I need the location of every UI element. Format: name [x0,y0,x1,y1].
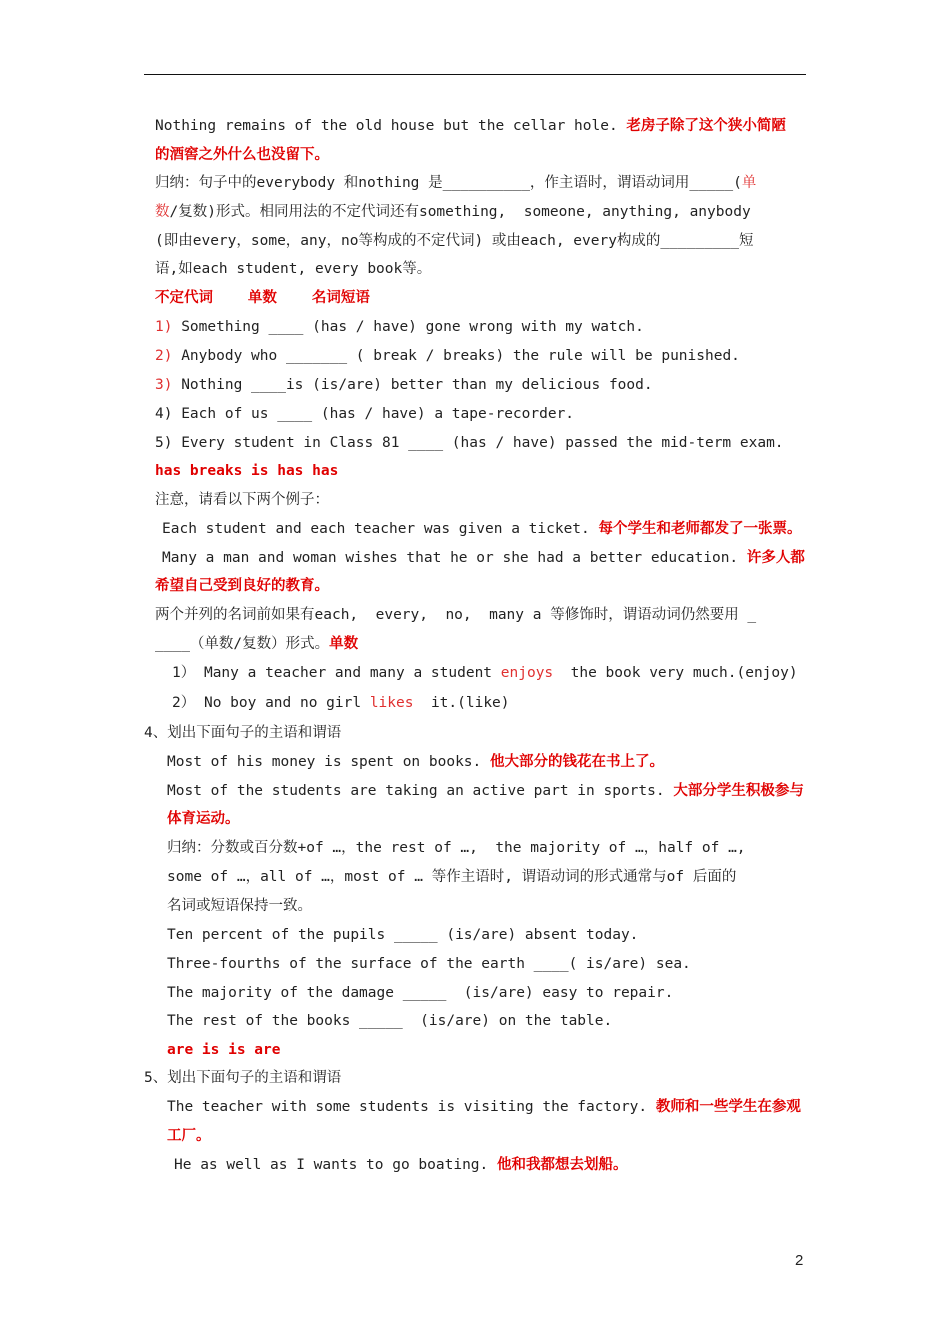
translation-text: 每个学生和老师都发了一张票。 [598,521,802,537]
line-text: 1） Many a teacher and many a student [172,665,501,681]
text-line [167,925,638,945]
text-line [162,548,805,568]
line-text: /复数)形式。相同用法的不定代词还有something, someone, anything, anybody [169,204,751,220]
line-text: Each student and each teacher was given a ticket. [162,521,599,537]
text-line [155,605,756,625]
text-line [167,1097,801,1117]
translation-text: 不定代词 单数 名词短语 [155,290,370,306]
text-line [167,1011,612,1031]
answer-text: enjoys [500,665,554,681]
line-text: it.(like) [413,695,510,711]
text-line [167,809,240,829]
text-line [174,1155,628,1175]
answer-text: 数 [155,204,170,220]
text-line [155,461,338,481]
translation-text: 老房子除了这个狭小简陋 [626,118,786,134]
text-line [155,576,329,596]
header-rule [144,74,806,75]
page-number: 2 [795,1252,804,1269]
translation-text: 许多人都 [746,550,805,566]
text-line [155,634,358,654]
text-line [167,896,312,916]
line-text: The majority of the damage _____ (is/are) easy to repair. [167,985,674,1001]
translation-text: 他大部分的钱花在书上了。 [490,754,665,770]
line-text: Most of his money is spent on books. [167,754,491,770]
answer-text: 单 [741,175,757,191]
line-text: 4、划出下面句子的主语和谓语 [144,725,342,741]
line-text: Something ____ (has / have) gone wrong with my watch. [172,319,644,335]
text-line [155,288,370,308]
translation-text: are is is are [167,1042,281,1058]
translation-text: has breaks is has has [155,463,339,479]
text-line [167,781,804,801]
translation-text: 的酒窖之外什么也没留下。 [155,147,329,163]
text-line [155,202,751,222]
text-line [155,259,431,279]
line-text: (即由every，some，any，no等构成的不定代词) 或由each, every构成的_________短 [155,233,754,249]
text-line [155,490,329,510]
text-line [167,752,664,772]
text-line [155,375,653,395]
line-text: 4) Each of us ____ (has / have) a tape-recorder. [155,406,575,422]
line-text: 语,如each student, every book等。 [155,261,432,277]
line-text: 两个并列的名词前如果有each, every, no, many a 等修饰时，谓语动词仍然要用 _ [155,607,757,623]
line-text: Nothing ____is (is/are) better than my delicious food. [172,377,653,393]
text-line [144,723,341,743]
line-text: some of …，all of …，most of … 等作主语时, 谓语动词的形式通常与of 后面的 [167,869,737,885]
line-text: 5、划出下面句子的主语和谓语 [144,1070,342,1086]
answer-text: 3) [155,377,173,393]
line-text: the book very much.(enjoy) [553,665,798,681]
text-line [155,145,329,165]
line-text: 2） No boy and no girl [172,695,370,711]
text-line [155,231,754,251]
line-text: 名词或短语保持一致。 [167,898,312,914]
text-line [167,867,736,887]
text-line [155,346,740,366]
line-text: Anybody who _______ ( break / breaks) the rule will be punished. [172,348,740,364]
line-text: Many a man and woman wishes that he or she had a better education. [162,550,747,566]
line-text: 5) Every student in Class 81 ____ (has / have) passed the mid-term exam. [155,435,784,451]
translation-text: 希望自己受到良好的教育。 [155,578,329,594]
text-line [155,404,574,424]
translation-text: 教师和一些学生在参观 [655,1099,801,1115]
text-line [167,1126,211,1146]
line-text: Most of the students are taking an active part in sports. [167,783,674,799]
text-line [172,693,510,713]
line-text: Three-fourths of the surface of the earth ____( is/are) sea. [167,956,691,972]
line-text: He as well as I wants to go boating. [174,1157,498,1173]
line-text: Nothing remains of the old house but the cellar hole. [155,118,627,134]
text-line [155,173,756,193]
translation-text: 单数 [329,636,359,652]
text-line [167,954,691,974]
line-text: 注意，请看以下两个例子： [155,492,329,508]
translation-text: 体育运动。 [167,811,240,827]
line-text: 归纳：句子中的everybody 和nothing 是__________，作主语时，谓语动词用_____( [155,175,742,191]
text-line [167,1040,281,1060]
translation-text: 大部分学生积极参与 [673,783,804,799]
translation-text: 工厂。 [167,1128,211,1144]
text-line [167,838,746,858]
answer-text: 1) [155,319,173,335]
line-text: Ten percent of the pupils _____ (is/are) absent today. [167,927,639,943]
answer-text: 2) [155,348,173,364]
text-line [167,983,673,1003]
text-line [155,116,786,136]
line-text: The teacher with some students is visiting the factory. [167,1099,656,1115]
text-line [144,1068,341,1088]
text-line [172,663,798,683]
line-text: 归纳：分数或百分数+of …，the rest of …, the majority of …，half of …, [167,840,746,856]
text-line [162,519,802,539]
line-text: The rest of the books _____ (is/are) on the table. [167,1013,613,1029]
text-line [155,433,784,453]
line-text: ____（单数/复数）形式。 [155,636,330,652]
text-line [155,317,644,337]
answer-text: likes [369,695,414,711]
translation-text: 他和我都想去划船。 [497,1157,628,1173]
